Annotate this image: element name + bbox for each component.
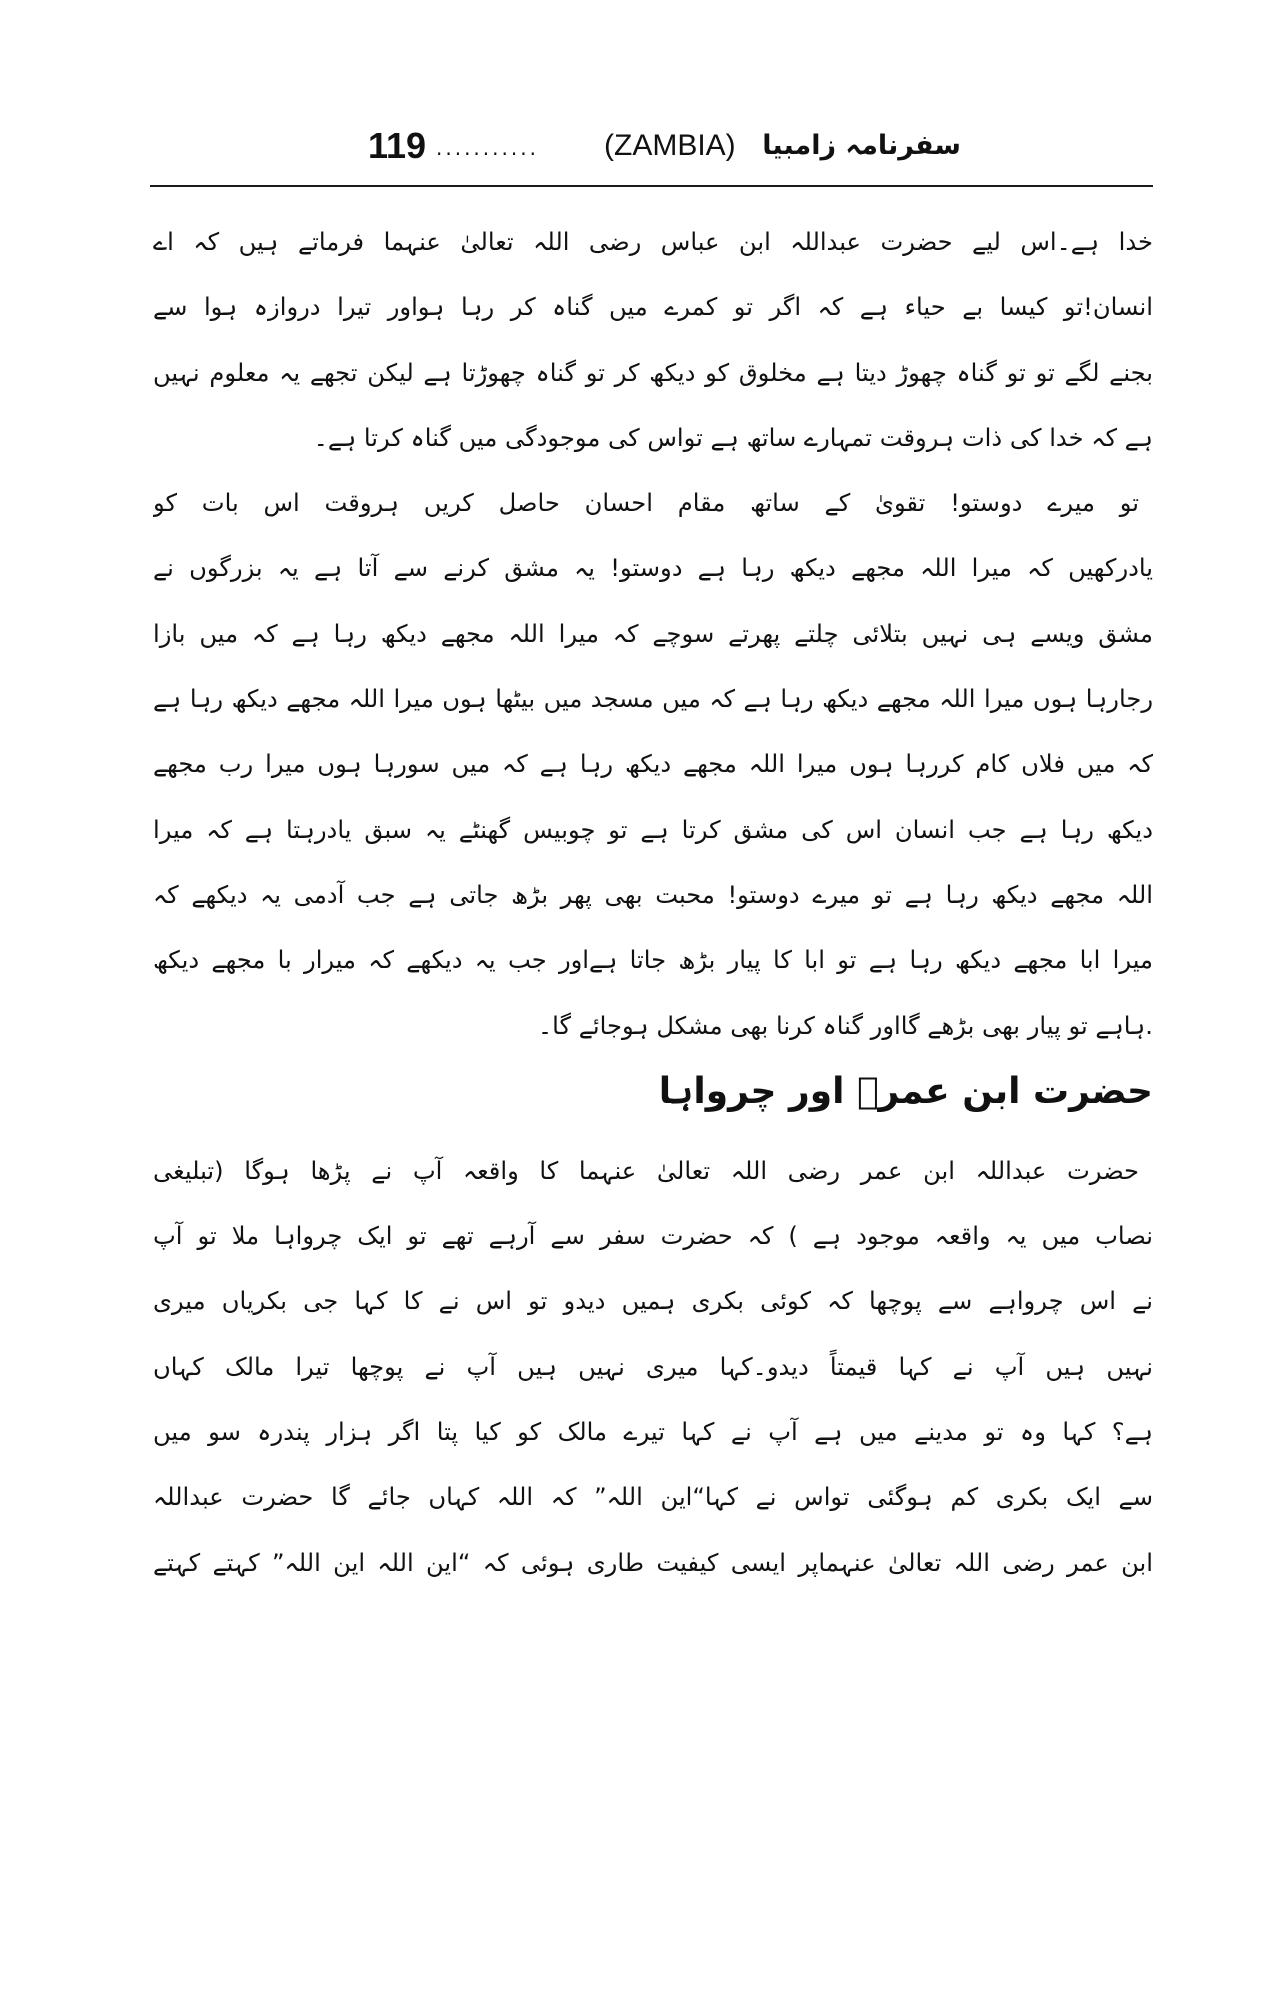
text-line: ابن عمر رضی اللہ تعالیٰ عنہماپر ایسی کیفیت طاری ہوئی کہ “این اللہ این اللہ” کہتے کہتے — [153, 1548, 1153, 1577]
text-line: ہے؟ کہا وہ تو مدینے میں ہے آپ نے کہا تیرے مالک کو کیا پتا اگر ہزار پندرہ سو میں — [153, 1418, 1153, 1447]
page-body — [153, 210, 1153, 1596]
text-line: .ہاہے تو پیار بھی بڑھے گااور گناہ کرنا بھی مشکل ہوجائے گا۔ — [538, 1011, 1153, 1040]
text-line: نہیں ہیں آپ نے کہا قیمتاً دیدو۔کہا میری نہیں ہیں آپ نے پوچھا تیرا مالک کہاں — [153, 1352, 1153, 1381]
text-line: یادرکھیں کہ میرا اللہ مجھے دیکھ رہا ہے دوستو! یہ مشق کرنے سے آتا ہے یہ بزرگوں نے — [153, 554, 1153, 583]
book-title-urdu: سفرنامہ زامبیا — [762, 130, 961, 161]
header-rule — [150, 185, 1153, 187]
text-line: خدا ہے۔اس لیے حضرت عبداللہ ابن عباس رضی اللہ تعالیٰ عنہما فرماتے ہیں کہ اے — [153, 228, 1153, 256]
text-line: حضرت عبداللہ ابن عمر رضی اللہ تعالیٰ عنہما کا واقعہ آپ نے پڑھا ہوگا (تبلیغی — [153, 1156, 1139, 1185]
paragraph — [153, 210, 1153, 471]
text-line: تو میرے دوستو! تقویٰ کے ساتھ مقام احسان حاصل کریں ہروقت اس بات کو — [153, 489, 1139, 518]
text-line: نے اس چرواہے سے پوچھا کہ کوئی بکری ہمیں دیدو تو اس نے کا کہا جی بکریاں میری — [153, 1287, 1153, 1316]
paragraph — [153, 471, 1153, 1059]
paragraph — [153, 1139, 1153, 1596]
leader-dots: ........... — [436, 136, 539, 160]
section-heading: حضرت ابن عمرؓ اور چرواہا — [658, 1070, 1153, 1112]
text-line: نصاب میں یہ واقعہ موجود ہے ) کہ حضرت سفر سے آرہے تھے تو ایک چرواہا ملا تو آپ — [153, 1222, 1153, 1251]
text-line: ہے کہ خدا کی ذات ہروقت تمہارے ساتھ ہے تواس کی موجودگی میں گناہ کرتا ہے۔ — [313, 423, 1153, 452]
text-line: سے ایک بکری کم ہوگئی تواس نے کہا“این اللہ” کہ اللہ کہاں جائے گا حضرت عبداللہ — [153, 1483, 1153, 1512]
text-line: دیکھ رہا ہے جب انسان اس کی مشق کرتا ہے تو چوبیس گھنٹے یہ سبق یادرہتا ہے کہ میرا — [153, 815, 1153, 844]
page-number: 119 — [368, 125, 427, 166]
text-line: میرا ابا مجھے دیکھ رہا ہے تو ابا کا پیار بڑھ جاتا ہےاور جب یہ دیکھے کہ میرار با مجھے دیکھ — [153, 946, 1153, 975]
running-header — [0, 0, 1273, 190]
text-line: کہ میں فلاں کام کررہا ہوں میرا اللہ مجھے دیکھ رہا ہے کہ میں سورہا ہوں میرا رب مجھے — [153, 750, 1153, 779]
book-title-latin: (ZAMBIA) — [604, 129, 736, 162]
text-line: مشق ویسے ہی نہیں بتلائی چلتے پھرتے سوچے کہ میرا اللہ مجھے دیکھ رہا ہے کہ میں بازا — [153, 619, 1153, 648]
text-line: اللہ مجھے دیکھ رہا ہے تو میرے دوستو! محبت بھی پھر بڑھ جاتی ہے جب آدمی یہ دیکھے کہ — [153, 880, 1153, 909]
text-line: رجارہا ہوں میرا اللہ مجھے دیکھ رہا ہے کہ میں مسجد میں بیٹھا ہوں میرا اللہ مجھے دیکھ رہا ہے — [153, 685, 1153, 714]
text-line: بجنے لگے تو تو گناہ چھوڑ دیتا ہے مخلوق کو دیکھ کر تو گناہ چھوڑتا ہے لیکن تجھے یہ معلوم نہیں — [153, 358, 1153, 387]
text-line: انسان!تو کیسا بے حیاء ہے کہ اگر تو کمرے میں گناہ کر رہا ہواور تیرا دروازہ ہوا سے — [153, 293, 1153, 322]
